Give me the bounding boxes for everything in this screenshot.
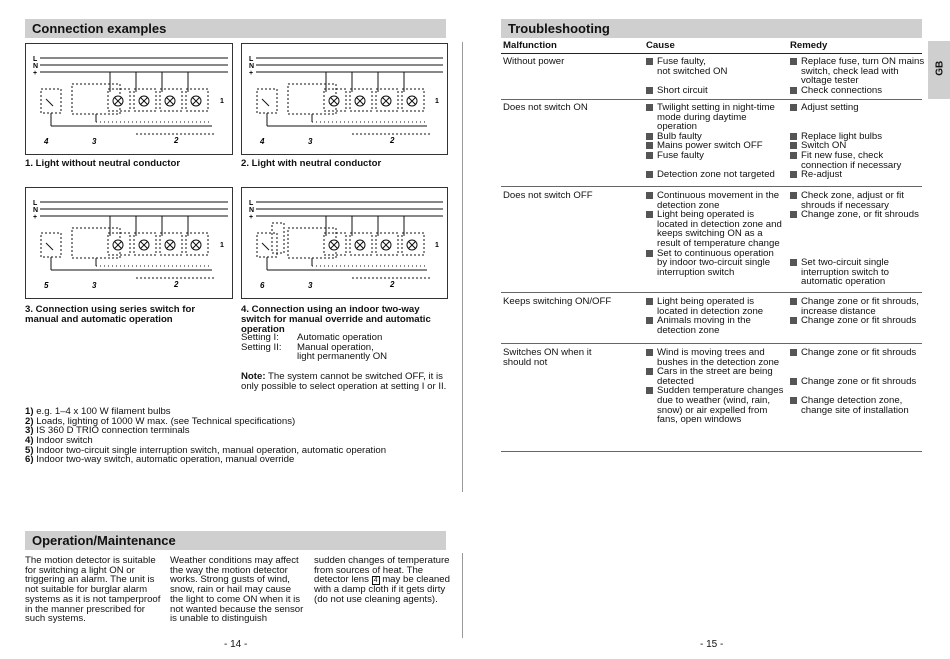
diagram-ref-label: 2 (174, 280, 179, 289)
bus-label: + (249, 214, 254, 221)
switch-contact (46, 243, 53, 250)
diagram-4 (241, 187, 448, 299)
remedy-cell: Check zone, adjust or fit shrouds if necessary Change zone, or fit shrouds Set two-circuit single interruption switch to automatic operation (790, 191, 925, 287)
table-bottom-rule (501, 451, 922, 452)
cause-cell: Fuse faulty, not switched ON Short circuit (646, 57, 786, 95)
diagram-3 (25, 187, 233, 299)
bus-label: N (249, 207, 255, 214)
diagram-1 (25, 43, 233, 155)
diagram-ref-label: 2 (174, 136, 179, 145)
section-title: Troubleshooting (508, 21, 610, 36)
setting-1-key: Setting I: (241, 332, 279, 343)
malfunction-cell: Without power (503, 56, 565, 67)
bus-label: L (249, 56, 254, 63)
diagram-ref-label: 4 (260, 137, 265, 146)
wiring-diagram-4 (242, 188, 447, 298)
cause-cell: Continuous movement in the detection zone Light being operated is located in detection zone and keeps switching ON as a result of temperature change Set to continuous operation by indoor two-circuit single interruption switch (646, 191, 786, 277)
row-divider (501, 186, 922, 187)
diagram-ref-label: 3 (308, 137, 313, 146)
diagram-ref-label: 3 (308, 281, 313, 290)
footnote-item: 6) Indoor two-way switch, automatic operation, manual override (25, 454, 295, 466)
diagram-2-caption: 2. Light with neutral conductor (241, 158, 382, 169)
diagram-ref-label: 4 (44, 137, 49, 146)
bus-label: N (33, 63, 39, 70)
wiring-diagram-1 (26, 44, 232, 154)
remedy-cell: Adjust setting Replace light bulbs Switch ON Fit new fuse, check connection if necessary Re-adjust (790, 103, 925, 180)
column-divider (462, 42, 463, 492)
row-divider (501, 343, 922, 344)
diagram-ref-label: 6 (260, 281, 265, 290)
diagram-2 (241, 43, 448, 155)
remedy-cell: Replace fuse, turn ON mains switch, check lead with voltage tester Check connections (790, 57, 925, 95)
setting-2-value: Manual operation, (297, 341, 374, 353)
lens-ref-box: 4 (373, 577, 378, 585)
lamp-label: 1 (220, 242, 224, 249)
diagram-ref-label: 3 (92, 281, 97, 290)
note-text: The system cannot be switched OFF, it is only possible to select operation at setting I or II. (241, 371, 447, 392)
malfunction-cell: Does not switch ON (503, 102, 588, 113)
troubleshooting-header (501, 19, 922, 38)
column-divider-lower (462, 553, 463, 638)
col-header-malfunction: Malfunction (503, 40, 557, 51)
switch-contact (46, 99, 53, 106)
page-number-right: - 15 - (700, 639, 724, 650)
wiring-diagram-3 (26, 188, 232, 298)
row-divider (501, 99, 922, 100)
bus-label: + (33, 214, 38, 221)
malfunction-cell: Switches ON when it should not (503, 347, 592, 368)
bus-label: L (33, 200, 38, 207)
diagram-1-caption: 1. Light without neutral conductor (25, 158, 181, 169)
diagram-4-caption: 4. Connection using an indoor two-way switch for manual override and automatic operation (241, 304, 431, 335)
switch-contact (262, 243, 269, 250)
setting-2-key: Setting II: (241, 341, 282, 353)
setting-1-value: Automatic operation (297, 332, 383, 343)
footnotes-list (25, 407, 445, 465)
col-header-cause: Cause (646, 40, 675, 51)
note-label: Note: (241, 371, 266, 382)
two-way-box (272, 223, 284, 253)
operation-text-col-2: Weather conditions may affect the way the motion detector works. Strong gusts of wind, snow, rain or hail may cause the light to come ON when it is not wanted because the sensor is unable to distinguish (170, 555, 304, 625)
bus-label: + (33, 70, 38, 77)
lamp-label: 1 (435, 98, 439, 105)
diagram-3-caption: 3. Connection using series switch for manual and automatic operation (25, 304, 196, 325)
wiring-diagram-2 (242, 44, 447, 154)
note-block (241, 372, 447, 391)
diagram-ref-label: 2 (390, 280, 395, 289)
diagram-ref-label: 2 (390, 136, 395, 145)
operation-text-col-1: The motion detector is suitable for switching a light ON or triggering an alarm. The unit is not suitable for burglar alarm systems as it is not tamperproof in the manner prescribed for such systems. (25, 555, 161, 625)
setting-2-value-2: light permanently ON (297, 351, 388, 363)
lamp-label: 1 (435, 242, 439, 249)
page-number-left: - 14 - (224, 639, 248, 650)
cause-cell: Twilight setting in night-time mode during daytime operation Bulb faulty Mains power switch OFF Fuse faulty Detection zone not targeted (646, 103, 786, 180)
footnote-item: 5) Indoor two-circuit single interruption switch, manual operation, automatic operation (25, 444, 387, 456)
remedy-cell: Change zone or fit shrouds Change zone or fit shrouds Change detection zone, change site of installation (790, 348, 925, 415)
bus-label: L (33, 56, 38, 63)
cause-cell: Light being operated is located in detection zone Animals moving in the detection zone (646, 297, 786, 335)
malfunction-cell: Keeps switching ON/OFF (503, 296, 612, 307)
footnote-item: 2) Loads, lighting of 1000 W max. (see Technical specifications) (25, 415, 296, 427)
row-divider (501, 292, 922, 293)
bus-label: L (249, 200, 254, 207)
connection-examples-header (25, 19, 446, 38)
lamp-label: 1 (220, 98, 224, 105)
col-header-remedy: Remedy (790, 40, 828, 51)
switch-box (257, 89, 277, 113)
malfunction-cell: Does not switch OFF (503, 190, 593, 201)
footnote-item: 3) IS 360 D TRIO connection terminals (25, 425, 190, 437)
switch-box (41, 233, 61, 257)
bus-label: + (249, 70, 254, 77)
bus-label: N (249, 63, 255, 70)
switch-contact (262, 99, 269, 106)
settings-block (241, 333, 451, 362)
section-title: Connection examples (32, 21, 167, 36)
bus-label: N (33, 207, 39, 214)
operation-maintenance-header (25, 531, 446, 550)
operation-text-col-3: sudden changes of temperature from sources of heat. The detector lens 4 may be cleaned with a damp cloth if it gets dirty (do not use cleaning agents). (314, 555, 450, 606)
diagram-ref-label: 5 (44, 281, 49, 290)
switch-box (41, 89, 61, 113)
header-rule (501, 53, 922, 54)
footnote-item: 1) e.g. 1–4 x 100 W filament bulbs (25, 406, 171, 417)
language-tab: GB (928, 41, 950, 99)
diagram-ref-label: 3 (92, 137, 97, 146)
section-title: Operation/Maintenance (32, 533, 176, 548)
footnote-item: 4) Indoor switch (25, 435, 93, 447)
cause-cell: Wind is moving trees and bushes in the detection zone Cars in the street are being detected Sudden temperature changes due to weather (wind, rain, snow) or air expelled from fans, open windows (646, 348, 786, 425)
remedy-cell: Change zone or fit shrouds, increase distance Change zone or fit shrouds (790, 297, 925, 326)
